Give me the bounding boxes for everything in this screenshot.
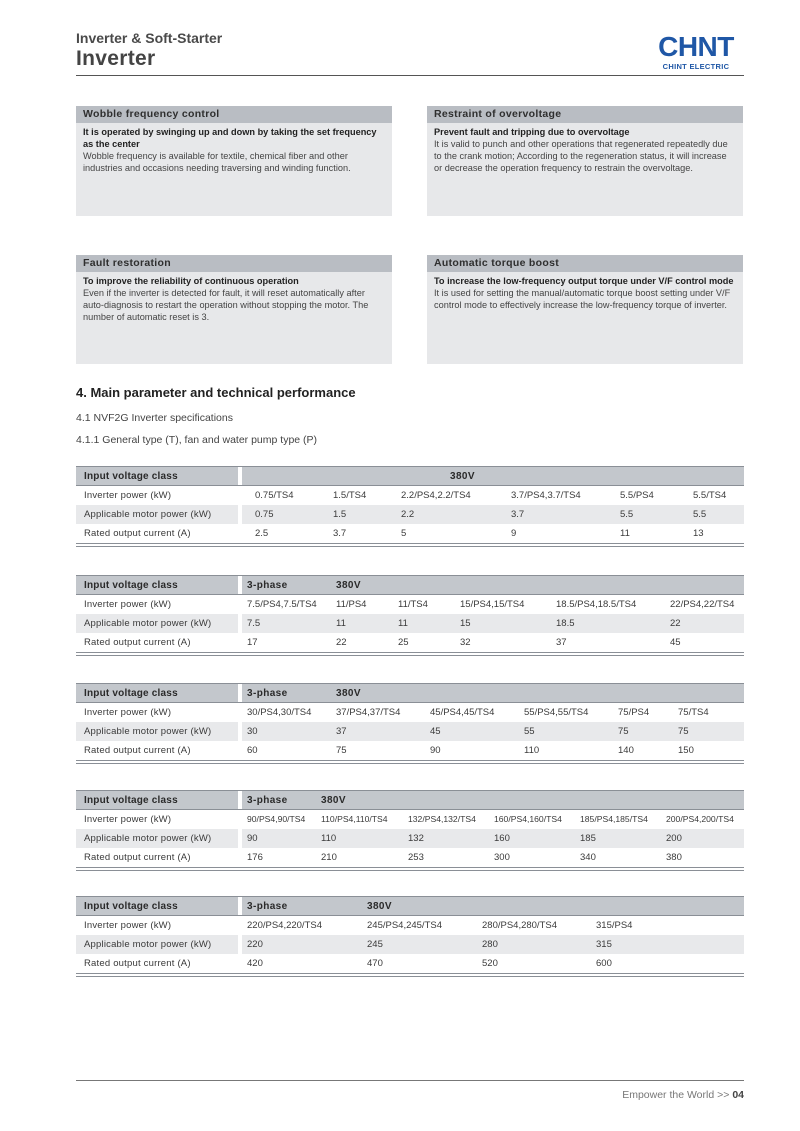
table-cell: 90	[247, 833, 258, 844]
feature-heading: Automatic torque boost	[427, 255, 743, 272]
table-cell: 160	[494, 833, 510, 844]
voltage-class: 380V	[367, 901, 392, 912]
table-header-row	[76, 575, 744, 595]
table-cell: 32	[460, 637, 471, 648]
phase-label: 3-phase	[247, 795, 288, 806]
row-label: Rated output current (A)	[84, 528, 191, 539]
row-label: Inverter power (kW)	[84, 599, 172, 610]
document-subtitle: Inverter & Soft-Starter	[76, 30, 223, 46]
table-cell: 185	[580, 833, 596, 844]
table-cell: 200	[666, 833, 682, 844]
row-label: Applicable motor power (kW)	[84, 833, 212, 844]
header-label: Input voltage class	[84, 580, 178, 591]
table-cell: 30	[247, 726, 258, 737]
table-cell: 13	[693, 528, 704, 539]
table-cell: 45/PS4,45/TS4	[430, 707, 495, 718]
table-row	[76, 524, 744, 543]
feature-box-torque-boost	[427, 255, 743, 364]
table-header-row	[76, 896, 744, 916]
table-cell: 11	[336, 618, 346, 629]
column-gap	[238, 829, 242, 848]
feature-lead: Prevent fault and tripping due to overvoltage	[434, 127, 630, 137]
table-cell: 0.75	[255, 509, 274, 520]
table-cell: 7.5/PS4,7.5/TS4	[247, 599, 317, 610]
table-cell: 3.7	[333, 528, 347, 539]
table-cell: 220/PS4,220/TS4	[247, 920, 322, 931]
table-cell: 75	[678, 726, 689, 737]
table-cell: 132/PS4,132/TS4	[408, 814, 476, 824]
row-divider	[76, 652, 744, 653]
logo-subtext: CHINT ELECTRIC	[662, 62, 730, 71]
table-cell: 55	[524, 726, 535, 737]
footer-divider	[76, 1080, 744, 1081]
header-label: Input voltage class	[84, 795, 178, 806]
row-label: Rated output current (A)	[84, 958, 191, 969]
table-cell: 315/PS4	[596, 920, 633, 931]
table-row	[76, 722, 744, 741]
table-cell: 110/PS4,110/TS4	[321, 814, 388, 824]
table-cell: 15	[460, 618, 471, 629]
column-gap	[238, 935, 242, 954]
page-number: 04	[732, 1089, 744, 1101]
header-label: Input voltage class	[84, 688, 178, 699]
spec-table-5	[76, 896, 744, 973]
logo-mark: CHNT	[658, 31, 734, 62]
table-cell: 75/TS4	[678, 707, 709, 718]
table-cell: 17	[247, 637, 258, 648]
table-cell: 45	[670, 637, 681, 648]
table-row	[76, 935, 744, 954]
table-row	[76, 848, 744, 867]
table-row	[76, 741, 744, 760]
table-header-row	[76, 466, 744, 486]
table-cell: 11	[398, 618, 408, 629]
footer-slogan: Empower the World >>	[622, 1089, 730, 1101]
table-row	[76, 829, 744, 848]
header-divider	[76, 75, 744, 76]
column-gap	[238, 614, 242, 633]
column-gap	[238, 722, 242, 741]
table-cell: 60	[247, 745, 258, 756]
table-cell: 37	[556, 637, 567, 648]
table-cell: 11	[620, 528, 630, 539]
header-label: Input voltage class	[84, 471, 178, 482]
feature-lead: To increase the low-frequency output torque under V/F control mode	[434, 276, 734, 286]
table-cell: 160/PS4,160/TS4	[494, 814, 562, 824]
spec-table-1	[76, 466, 744, 543]
table-cell: 210	[321, 852, 337, 863]
table-cell: 15/PS4,15/TS4	[460, 599, 525, 610]
voltage-class: 380V	[321, 795, 346, 806]
table-cell: 75/PS4	[618, 707, 650, 718]
voltage-class: 380V	[450, 471, 475, 482]
row-divider	[76, 763, 744, 764]
row-label: Inverter power (kW)	[84, 920, 172, 931]
table-row	[76, 703, 744, 722]
table-cell: 220	[247, 939, 263, 950]
table-cell: 2.2/PS4,2.2/TS4	[401, 490, 471, 501]
table-cell: 185/PS4,185/TS4	[580, 814, 648, 824]
row-divider	[76, 867, 744, 868]
table-row	[76, 810, 744, 829]
table-cell: 200/PS4,200/TS4	[666, 814, 734, 824]
table-cell: 2.5	[255, 528, 269, 539]
table-cell: 18.5/PS4,18.5/TS4	[556, 599, 637, 610]
row-label: Inverter power (kW)	[84, 707, 172, 718]
page-title: Inverter	[76, 47, 156, 70]
table-cell: 75	[336, 745, 347, 756]
phase-label: 3-phase	[247, 688, 288, 699]
column-gap	[238, 791, 242, 810]
table-cell: 110	[321, 833, 337, 844]
spec-table-3	[76, 683, 744, 760]
feature-heading: Restraint of overvoltage	[427, 106, 743, 123]
row-label: Inverter power (kW)	[84, 490, 172, 501]
table-cell: 245	[367, 939, 383, 950]
table-cell: 11/TS4	[398, 599, 428, 610]
header-label: Input voltage class	[84, 901, 178, 912]
table-row	[76, 486, 744, 505]
table-cell: 1.5	[333, 509, 347, 520]
table-row	[76, 954, 744, 973]
table-header-row	[76, 790, 744, 810]
table-cell: 140	[618, 745, 634, 756]
row-divider	[76, 546, 744, 547]
column-gap	[238, 576, 242, 595]
row-label: Rated output current (A)	[84, 637, 191, 648]
table-cell: 3.7	[511, 509, 525, 520]
feature-lead: To improve the reliability of continuous operation	[83, 276, 299, 286]
table-cell: 1.5/TS4	[333, 490, 367, 501]
table-cell: 253	[408, 852, 424, 863]
phase-label: 3-phase	[247, 901, 288, 912]
spec-table-4	[76, 790, 744, 867]
spec-table-2	[76, 575, 744, 652]
table-row	[76, 595, 744, 614]
phase-label: 3-phase	[247, 580, 288, 591]
voltage-class: 380V	[336, 580, 361, 591]
section-title: 4. Main parameter and technical performance	[76, 385, 356, 400]
table-cell: 37/PS4,37/TS4	[336, 707, 401, 718]
row-divider	[76, 655, 744, 656]
table-row	[76, 633, 744, 652]
column-gap	[238, 467, 242, 486]
row-label: Rated output current (A)	[84, 745, 191, 756]
column-gap	[238, 897, 242, 916]
table-cell: 9	[511, 528, 517, 539]
column-gap	[238, 505, 242, 524]
table-cell: 5.5	[620, 509, 634, 520]
feature-box-wobble	[76, 106, 392, 216]
row-divider	[76, 870, 744, 871]
table-cell: 5.5/PS4	[620, 490, 654, 501]
table-cell: 22/PS4,22/TS4	[670, 599, 735, 610]
table-cell: 280/PS4,280/TS4	[482, 920, 557, 931]
table-header-row	[76, 683, 744, 703]
table-cell: 18.5	[556, 618, 575, 629]
table-cell: 45	[430, 726, 441, 737]
table-cell: 300	[494, 852, 510, 863]
table-cell: 5.5/TS4	[693, 490, 727, 501]
table-cell: 176	[247, 852, 263, 863]
table-cell: 5.5	[693, 509, 707, 520]
table-cell: 0.75/TS4	[255, 490, 294, 501]
table-row	[76, 505, 744, 524]
column-gap	[238, 684, 242, 703]
table-cell: 90/PS4,90/TS4	[247, 814, 306, 824]
table-cell: 315	[596, 939, 612, 950]
table-cell: 280	[482, 939, 498, 950]
table-cell: 55/PS4,55/TS4	[524, 707, 589, 718]
row-label: Applicable motor power (kW)	[84, 509, 212, 520]
row-divider	[76, 543, 744, 544]
table-cell: 90	[430, 745, 441, 756]
section-subtitle: 4.1.1 General type (T), fan and water pump type (P)	[76, 434, 318, 446]
row-label: Inverter power (kW)	[84, 814, 172, 825]
table-cell: 5	[401, 528, 407, 539]
table-row	[76, 614, 744, 633]
row-label: Applicable motor power (kW)	[84, 726, 212, 737]
table-cell: 150	[678, 745, 694, 756]
table-cell: 420	[247, 958, 263, 969]
feature-body: It is used for setting the manual/automatic torque boost setting under V/F control mode to effectively increase the low-frequency torque of inverter.	[434, 288, 731, 310]
row-divider	[76, 973, 744, 974]
table-cell: 110	[524, 745, 540, 756]
table-cell: 30/PS4,30/TS4	[247, 707, 312, 718]
table-cell: 380	[666, 852, 682, 863]
feature-lead: It is operated by swinging up and down by taking the set frequency as the center	[83, 127, 377, 149]
table-cell: 2.2	[401, 509, 415, 520]
table-cell: 25	[398, 637, 409, 648]
table-cell: 11/PS4	[336, 599, 367, 610]
table-cell: 75	[618, 726, 629, 737]
table-cell: 245/PS4,245/TS4	[367, 920, 442, 931]
feature-box-overvoltage	[427, 106, 743, 216]
feature-body: Wobble frequency is available for textile, chemical fiber and other industries and occasions needing traversing and winding function.	[83, 151, 351, 173]
table-cell: 3.7/PS4,3.7/TS4	[511, 490, 581, 501]
chint-logo	[648, 33, 744, 71]
table-cell: 470	[367, 958, 383, 969]
row-divider	[76, 976, 744, 977]
row-label: Rated output current (A)	[84, 852, 191, 863]
table-cell: 7.5	[247, 618, 261, 629]
row-label: Applicable motor power (kW)	[84, 939, 212, 950]
section-subtitle: 4.1 NVF2G Inverter specifications	[76, 412, 233, 424]
voltage-class: 380V	[336, 688, 361, 699]
table-cell: 132	[408, 833, 424, 844]
feature-box-fault-restoration	[76, 255, 392, 364]
feature-heading: Fault restoration	[76, 255, 392, 272]
feature-heading: Wobble frequency control	[76, 106, 392, 123]
page-footer	[560, 1089, 744, 1101]
table-row	[76, 916, 744, 935]
table-cell: 340	[580, 852, 596, 863]
row-label: Applicable motor power (kW)	[84, 618, 212, 629]
table-cell: 600	[596, 958, 612, 969]
row-divider	[76, 760, 744, 761]
table-cell: 37	[336, 726, 347, 737]
feature-body: Even if the inverter is detected for fault, it will reset automatically after auto-diagnosis to restart the operation without stopping the motor. The number of automatic reset is 3.	[83, 288, 369, 322]
feature-body: It is valid to punch and other operations that regenerated repeatedly due to the crank motion; According to the regeneration status, it will increase or decrease the operation frequency to restrain the overvoltage.	[434, 139, 728, 173]
table-cell: 22	[336, 637, 347, 648]
table-cell: 22	[670, 618, 681, 629]
table-cell: 520	[482, 958, 498, 969]
